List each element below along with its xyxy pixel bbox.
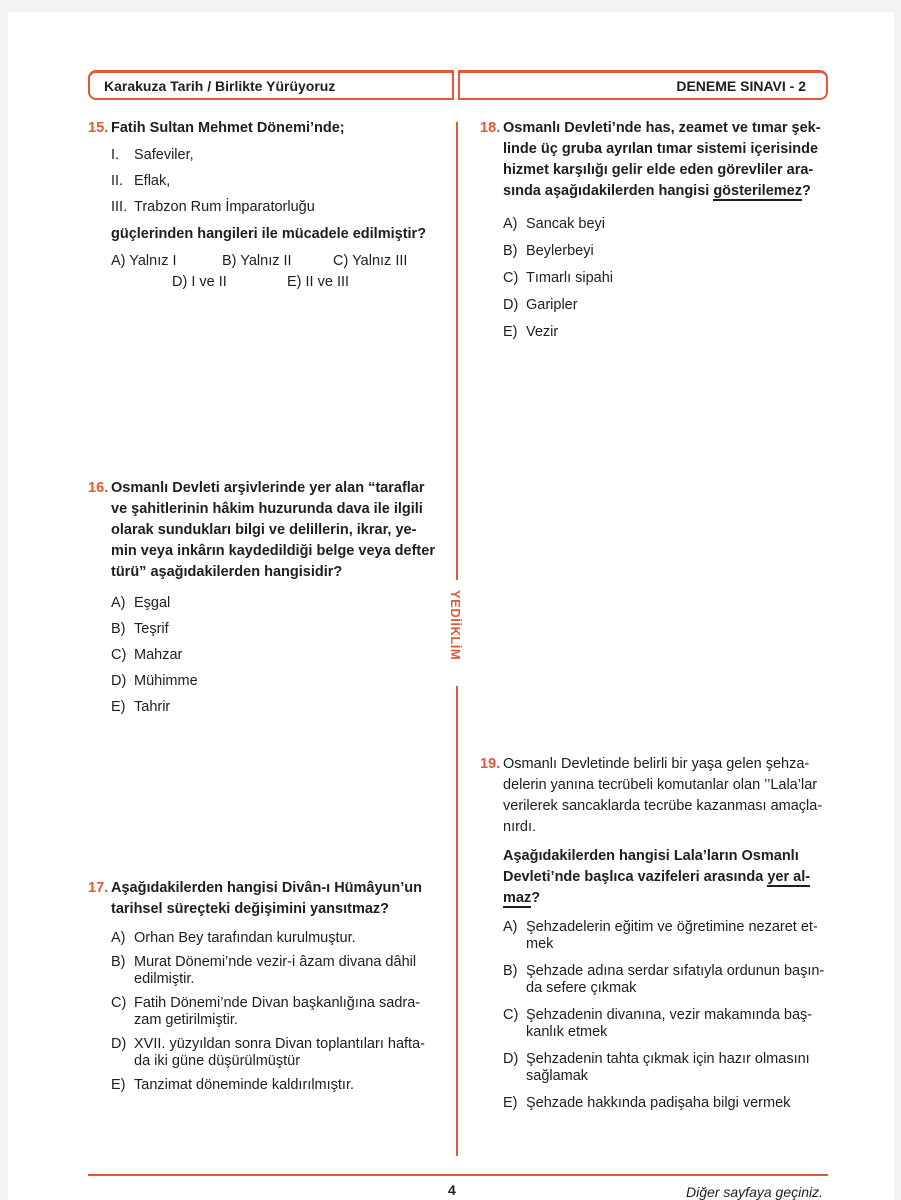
- option-text: XVII. yüzyıldan sonra Divan toplantıları hafta-da iki güne düşürülmüştür: [134, 1036, 425, 1069]
- option-d[interactable]: [503, 297, 826, 314]
- option-c[interactable]: [111, 647, 438, 664]
- option-text: Orhan Bey tarafından kurulmuştur.: [134, 930, 356, 946]
- question-number: 18.: [480, 120, 501, 136]
- option-letter: C): [503, 270, 519, 286]
- option-c[interactable]: [111, 995, 438, 1029]
- option-e[interactable]: [503, 324, 826, 341]
- option-c[interactable]: [503, 270, 826, 287]
- brand-logo: [446, 588, 466, 676]
- option-a[interactable]: [503, 216, 826, 233]
- options-list: [480, 216, 826, 341]
- option-letter: C): [111, 647, 127, 663]
- question-16: [88, 478, 438, 725]
- options-grid: [88, 251, 438, 299]
- option-b[interactable]: B) Yalnız II: [222, 253, 292, 269]
- question-19: [480, 754, 826, 1122]
- option-a[interactable]: A) Yalnız I: [111, 253, 177, 269]
- option-text: Mahzar: [134, 647, 183, 663]
- option-letter: B): [111, 954, 126, 970]
- option-a[interactable]: [503, 919, 826, 953]
- option-d[interactable]: [503, 1051, 826, 1085]
- option-d[interactable]: [111, 1036, 438, 1070]
- stem-text: Osmanlı Devleti’nde has, zeamet ve tımar şek-linde üç gruba ayrılan tımar sistemi içerisinde hizmet karşılığı gelir elde eden görevliler ara-sında aşağıdakilerden hangisi: [503, 120, 821, 199]
- roman-list: [88, 145, 438, 218]
- option-letter: C): [111, 995, 127, 1011]
- option-a[interactable]: [111, 595, 438, 612]
- question-number: 17.: [88, 880, 109, 896]
- option-a[interactable]: [111, 930, 438, 947]
- option-text: Vezir: [526, 324, 559, 340]
- option-letter: E): [111, 699, 126, 715]
- options-list: [480, 919, 826, 1112]
- option-letter: D): [111, 1036, 127, 1052]
- question-stem: [480, 118, 826, 202]
- question-15: [88, 118, 438, 299]
- list-item-text: Trabzon Rum İmparatorluğu: [134, 199, 315, 215]
- option-letter: D): [503, 1051, 519, 1067]
- option-text: Tahrir: [134, 699, 171, 715]
- stem-emphasis: gösterilemez: [713, 183, 802, 199]
- option-b[interactable]: [503, 963, 826, 997]
- question-stem: [88, 878, 438, 920]
- page-number: 4: [448, 1182, 456, 1198]
- option-e[interactable]: E) II ve III: [287, 274, 350, 290]
- option-letter: A): [111, 930, 126, 946]
- option-c[interactable]: [503, 1007, 826, 1041]
- option-e[interactable]: [503, 1095, 826, 1112]
- list-item: [111, 145, 438, 166]
- option-text: Tımarlı sipahi: [526, 270, 614, 286]
- option-letter: A): [503, 216, 518, 232]
- option-b[interactable]: [111, 621, 438, 638]
- stem-text: Aşağıdakilerden hangisi Divân-ı Hümâyun’un tarihsel süreçteki değişimini yansıtmaz?: [111, 880, 423, 917]
- question-number: 16.: [88, 480, 109, 496]
- roman-numeral: III.: [111, 199, 128, 215]
- option-b[interactable]: [111, 954, 438, 988]
- option-text: Beylerbeyi: [526, 243, 594, 259]
- option-letter: B): [503, 243, 518, 259]
- option-c[interactable]: C) Yalnız III: [333, 253, 408, 269]
- question-intro: [480, 754, 826, 838]
- option-text: Mühimme: [134, 673, 198, 689]
- question-18: [480, 118, 826, 351]
- option-e[interactable]: [111, 699, 438, 716]
- header-right-title: DENEME SINAVI - 2: [676, 77, 806, 94]
- column-divider-top: [456, 122, 458, 580]
- options-list: [88, 595, 438, 716]
- stem-end: ?: [801, 183, 811, 199]
- option-letter: D): [111, 673, 127, 689]
- option-text: Sancak beyi: [526, 216, 605, 232]
- list-item: [111, 171, 438, 192]
- option-text: Şehzade adına serdar sıfatıyla ordunun başın-da sefere çıkmak: [526, 963, 825, 996]
- option-letter: E): [503, 324, 518, 340]
- option-letter: C): [503, 1007, 519, 1023]
- brand-text: YEDİİKLİM: [448, 590, 463, 661]
- option-text: Şehzadenin tahta çıkmak için hazır olmasını sağlamak: [526, 1051, 810, 1084]
- question-prompt: güçlerinden hangileri ile mücadele edilmiştir?: [111, 226, 427, 242]
- option-letter: E): [111, 1077, 126, 1093]
- option-e[interactable]: [111, 1077, 438, 1094]
- question-stem: [88, 478, 438, 583]
- list-item-text: Safeviler,: [134, 147, 194, 163]
- header-left-title: Karakuza Tarih / Birlikte Yürüyoruz: [104, 77, 336, 94]
- option-d[interactable]: [111, 673, 438, 690]
- option-b[interactable]: [503, 243, 826, 260]
- next-page-note: Diğer sayfaya geçiniz.: [686, 1184, 823, 1200]
- question-number: 15.: [88, 120, 109, 136]
- option-text: Garipler: [526, 297, 578, 313]
- option-text: Şehzadenin divanına, vezir makamında baş-kanlık etmek: [526, 1007, 813, 1040]
- prompt-emphasis: yer al-maz: [503, 869, 811, 906]
- option-letter: E): [503, 1095, 518, 1111]
- roman-numeral: II.: [111, 173, 124, 189]
- option-letter: B): [111, 621, 126, 637]
- question-prompt: [480, 846, 826, 909]
- option-text: Şehzadelerin eğitim ve öğretimine nezaret et-mek: [526, 919, 818, 952]
- header-left-box: [88, 70, 454, 100]
- option-letter: A): [503, 919, 518, 935]
- option-letter: A): [111, 595, 126, 611]
- question-17: [88, 878, 438, 1101]
- question-number: 19.: [480, 756, 501, 772]
- option-text: Eşgal: [134, 595, 171, 611]
- stem-text: Osmanlı Devleti arşivlerinde yer alan “taraflar ve şahitlerinin hâkim huzurunda dava ile ilgili olarak sundukları bilgi ve delillerin, ikrar, ye-min veya inkârın kaydedildiği belge veya defter türü” aşağıdakilerden hangisidir?: [111, 480, 435, 580]
- footer-divider: [88, 1174, 828, 1176]
- header-right-box: [458, 70, 828, 100]
- prompt-text: Aşağıdakilerden hangisi Lala’ların Osmanlı Devleti’nde başlıca vazifeleri arasında: [503, 848, 799, 885]
- roman-numeral: I.: [111, 147, 120, 163]
- options-list: [88, 930, 438, 1094]
- stem-text: Fatih Sultan Mehmet Dönemi’nde;: [111, 120, 345, 136]
- option-text: Murat Dönemi’nde vezir-i âzam divana dâhil edilmiştir.: [134, 954, 417, 987]
- column-divider-bottom: [456, 686, 458, 1156]
- option-letter: B): [503, 963, 518, 979]
- option-text: Tanzimat döneminde kaldırılmıştır.: [134, 1077, 355, 1093]
- list-item-text: Eflak,: [134, 173, 171, 189]
- option-letter: D): [503, 297, 519, 313]
- question-stem: [88, 118, 438, 139]
- prompt-end: ?: [531, 890, 541, 906]
- option-text: Şehzade hakkında padişaha bilgi vermek: [526, 1095, 791, 1111]
- intro-text: Osmanlı Devletinde belirli bir yaşa gelen şehza-delerin yanına tecrübeli komutanlar olan ’’Lala’lar verilerek sancaklarda tecrübe kazanması amaçla-nırdı.: [503, 756, 823, 835]
- option-text: Fatih Dönemi’nde Divan başkanlığına sadra-zam getirilmiştir.: [134, 995, 421, 1028]
- option-text: Teşrif: [134, 621, 169, 637]
- option-d[interactable]: D) I ve II: [172, 274, 227, 290]
- list-item: [111, 197, 438, 218]
